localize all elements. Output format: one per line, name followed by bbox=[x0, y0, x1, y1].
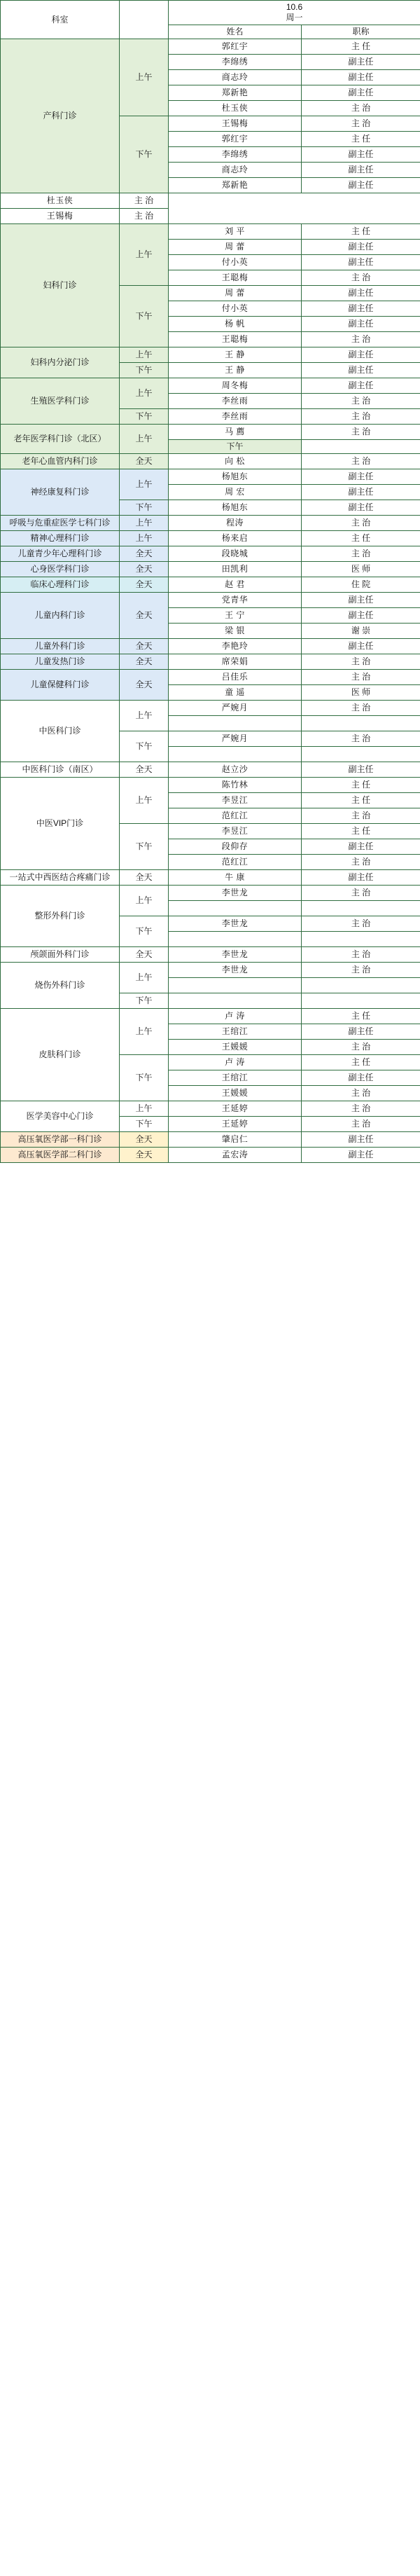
period-cell: 全天 bbox=[120, 947, 169, 963]
doctor-title-cell: 住 院 bbox=[302, 577, 420, 593]
doctor-title-cell: 主 治 bbox=[302, 1040, 420, 1055]
dept-cell: 儿童内科门诊 bbox=[1, 593, 120, 639]
doctor-title-cell: 主 治 bbox=[302, 1101, 420, 1117]
period-cell: 全天 bbox=[120, 870, 169, 886]
doctor-name-cell: 商志玲 bbox=[169, 70, 302, 85]
dept-cell: 高压氧医学部二科门诊 bbox=[1, 1148, 120, 1163]
period-cell: 下午 bbox=[120, 1117, 169, 1132]
doctor-title-cell: 主 任 bbox=[302, 224, 420, 240]
doctor-title-cell: 主 治 bbox=[302, 116, 420, 132]
doctor-name-cell: 肇启仁 bbox=[169, 1132, 302, 1148]
period-cell: 上午 bbox=[120, 378, 169, 409]
doctor-name-cell: 王媛媛 bbox=[169, 1086, 302, 1101]
doctor-name-cell: 李绵绣 bbox=[169, 55, 302, 70]
table-row bbox=[1, 870, 420, 886]
schedule-table bbox=[0, 0, 420, 1163]
dept-cell: 呼吸与危重症医学七科门诊 bbox=[1, 516, 120, 531]
doctor-name-cell: 郭红宇 bbox=[169, 132, 302, 147]
doctor-name-cell: 李丝雨 bbox=[169, 394, 302, 409]
doctor-title-cell: 副主任 bbox=[302, 639, 420, 654]
doctor-name-cell: 周冬梅 bbox=[169, 378, 302, 394]
doctor-name-cell: 周 蕾 bbox=[169, 286, 302, 301]
doctor-name-cell: 童 遥 bbox=[169, 685, 302, 701]
period-cell: 上午 bbox=[120, 347, 169, 363]
doctor-name-cell: 李世龙 bbox=[169, 947, 302, 963]
doctor-title-cell: 主 治 bbox=[302, 808, 420, 824]
period-cell: 上午 bbox=[120, 778, 169, 824]
dept-cell: 老年医学科门诊（北区） bbox=[1, 425, 120, 454]
period-cell: 上午 bbox=[120, 39, 169, 116]
dept-cell: 神经康复科门诊 bbox=[1, 469, 120, 516]
doctor-title-cell: 副主任 bbox=[302, 178, 420, 193]
doctor-name-cell: 王聪梅 bbox=[169, 332, 302, 347]
doctor-title-cell: 主 治 bbox=[302, 516, 420, 531]
doctor-name-cell: 王绾江 bbox=[169, 1070, 302, 1086]
header-name: 姓名 bbox=[169, 25, 302, 39]
period-cell: 全天 bbox=[120, 670, 169, 701]
period-cell: 下午 bbox=[120, 500, 169, 516]
doctor-name-cell: 卢 涛 bbox=[169, 1009, 302, 1024]
doctor-title-cell: 副主任 bbox=[302, 1148, 420, 1163]
doctor-title-cell bbox=[302, 901, 420, 916]
doctor-title-cell: 主 治 bbox=[302, 101, 420, 116]
table-row bbox=[1, 546, 420, 562]
period-cell: 下午 bbox=[120, 1055, 169, 1101]
doctor-name-cell: 赵立沙 bbox=[169, 762, 302, 778]
doctor-title-cell: 主 治 bbox=[302, 963, 420, 978]
dept-cell: 一站式中西医结合疼痛门诊 bbox=[1, 870, 120, 886]
doctor-name-cell: 李昱江 bbox=[169, 824, 302, 839]
period-cell: 全天 bbox=[120, 454, 169, 469]
doctor-title-cell: 主 任 bbox=[302, 132, 420, 147]
doctor-name-cell bbox=[169, 932, 302, 947]
doctor-title-cell bbox=[302, 993, 420, 1009]
doctor-name-cell: 周 宏 bbox=[169, 485, 302, 500]
period-cell: 下午 bbox=[169, 440, 302, 454]
doctor-title-cell: 主 任 bbox=[302, 1055, 420, 1070]
doctor-name-cell: 梁 银 bbox=[169, 624, 302, 639]
doctor-title-cell: 副主任 bbox=[302, 870, 420, 886]
dept-cell: 烧伤外科门诊 bbox=[1, 963, 120, 1009]
doctor-name-cell bbox=[169, 747, 302, 762]
doctor-title-cell: 主 任 bbox=[302, 793, 420, 808]
doctor-title-cell: 副主任 bbox=[302, 255, 420, 270]
doctor-title-cell: 副主任 bbox=[302, 485, 420, 500]
doctor-title-cell: 副主任 bbox=[302, 240, 420, 255]
doctor-title-cell: 副主任 bbox=[302, 762, 420, 778]
doctor-name-cell bbox=[169, 993, 302, 1009]
table-row bbox=[1, 639, 420, 654]
dept-cell: 儿童外科门诊 bbox=[1, 639, 120, 654]
doctor-name-cell: 田凯利 bbox=[169, 562, 302, 577]
table-row bbox=[1, 593, 420, 608]
doctor-name-cell: 陈竹林 bbox=[169, 778, 302, 793]
doctor-title-cell: 医 师 bbox=[302, 685, 420, 701]
dept-cell: 心身医学科门诊 bbox=[1, 562, 120, 577]
doctor-title-cell: 副主任 bbox=[302, 286, 420, 301]
period-cell: 上午 bbox=[120, 425, 169, 454]
doctor-name-cell: 程涛 bbox=[169, 516, 302, 531]
table-row bbox=[1, 562, 420, 577]
doctor-title-cell: 副主任 bbox=[302, 363, 420, 378]
doctor-title-cell bbox=[302, 932, 420, 947]
period-cell: 全天 bbox=[120, 1132, 169, 1148]
doctor-title-cell: 主 治 bbox=[302, 394, 420, 409]
doctor-name-cell: 牛 康 bbox=[169, 870, 302, 886]
period-cell: 下午 bbox=[120, 409, 169, 425]
doctor-title-cell: 主 任 bbox=[302, 531, 420, 546]
doctor-name-cell: 段仰存 bbox=[169, 839, 302, 855]
doctor-title-cell: 主 治 bbox=[302, 1086, 420, 1101]
doctor-title-cell: 副主任 bbox=[302, 839, 420, 855]
doctor-name-cell: 向 松 bbox=[169, 454, 302, 469]
doctor-name-cell: 李丝雨 bbox=[169, 409, 302, 425]
doctor-name-cell: 杨旭东 bbox=[169, 500, 302, 516]
doctor-title-cell: 主 治 bbox=[120, 193, 169, 209]
doctor-title-cell: 副主任 bbox=[302, 163, 420, 178]
period-cell: 上午 bbox=[120, 963, 169, 993]
doctor-name-cell: 王媛媛 bbox=[169, 1040, 302, 1055]
period-cell: 全天 bbox=[120, 593, 169, 639]
doctor-name-cell: 李昱江 bbox=[169, 793, 302, 808]
doctor-title-cell: 副主任 bbox=[302, 608, 420, 624]
dept-cell: 中医科门诊（南区） bbox=[1, 762, 120, 778]
dept-cell: 医学美容中心门诊 bbox=[1, 1101, 120, 1132]
doctor-title-cell: 副主任 bbox=[302, 55, 420, 70]
dept-cell: 妇科内分泌门诊 bbox=[1, 347, 120, 378]
doctor-title-cell: 副主任 bbox=[302, 70, 420, 85]
table-row bbox=[1, 224, 420, 240]
doctor-title-cell: 主 治 bbox=[302, 855, 420, 870]
table-row bbox=[1, 531, 420, 546]
period-cell: 下午 bbox=[120, 286, 169, 347]
dept-cell: 整形外科门诊 bbox=[1, 886, 120, 947]
doctor-name-cell: 段晓城 bbox=[169, 546, 302, 562]
period-cell: 下午 bbox=[120, 731, 169, 762]
table-row bbox=[1, 1132, 420, 1148]
period-cell: 下午 bbox=[120, 363, 169, 378]
period-cell: 全天 bbox=[120, 546, 169, 562]
doctor-name-cell: 王绾江 bbox=[169, 1024, 302, 1040]
period-cell: 全天 bbox=[120, 654, 169, 670]
doctor-title-cell: 主 治 bbox=[302, 425, 420, 440]
doctor-title-cell bbox=[302, 978, 420, 993]
period-cell: 下午 bbox=[120, 824, 169, 870]
doctor-title-cell: 副主任 bbox=[302, 85, 420, 101]
doctor-name-cell: 李艳玲 bbox=[169, 639, 302, 654]
table-row bbox=[1, 670, 420, 685]
doctor-name-cell: 付小英 bbox=[169, 255, 302, 270]
doctor-name-cell: 严婉月 bbox=[169, 701, 302, 716]
table-row bbox=[1, 516, 420, 531]
doctor-name-cell: 郭红宇 bbox=[169, 39, 302, 55]
doctor-title-cell: 主 治 bbox=[302, 1117, 420, 1132]
doctor-name-cell: 李世龙 bbox=[169, 963, 302, 978]
doctor-name-cell: 付小英 bbox=[169, 301, 302, 317]
table-row bbox=[1, 469, 420, 485]
doctor-name-cell: 王 静 bbox=[169, 347, 302, 363]
doctor-title-cell: 副主任 bbox=[302, 347, 420, 363]
table-row bbox=[1, 654, 420, 670]
doctor-title-cell: 副主任 bbox=[302, 378, 420, 394]
doctor-name-cell bbox=[169, 716, 302, 731]
doctor-title-cell: 主 任 bbox=[302, 778, 420, 793]
doctor-title-cell: 主 治 bbox=[302, 454, 420, 469]
table-row bbox=[1, 1009, 420, 1024]
period-cell: 下午 bbox=[120, 993, 169, 1009]
dept-cell: 精神心理科门诊 bbox=[1, 531, 120, 546]
period-cell: 全天 bbox=[120, 762, 169, 778]
doctor-title-cell bbox=[302, 747, 420, 762]
header-title: 职称 bbox=[302, 25, 420, 39]
doctor-name-cell: 孟宏涛 bbox=[169, 1148, 302, 1163]
doctor-name-cell: 王延婷 bbox=[169, 1101, 302, 1117]
doctor-title-cell: 主 治 bbox=[302, 654, 420, 670]
doctor-name-cell: 范红江 bbox=[169, 808, 302, 824]
doctor-name-cell: 王延婷 bbox=[169, 1117, 302, 1132]
doctor-title-cell: 主 治 bbox=[302, 916, 420, 932]
doctor-name-cell: 王聪梅 bbox=[169, 270, 302, 286]
period-cell: 全天 bbox=[120, 1148, 169, 1163]
doctor-title-cell: 医 师 bbox=[302, 562, 420, 577]
table-row bbox=[1, 378, 420, 394]
table-header bbox=[1, 1, 420, 39]
doctor-title-cell: 副主任 bbox=[302, 593, 420, 608]
doctor-title-cell: 主 治 bbox=[302, 886, 420, 901]
doctor-name-cell: 杜玉侠 bbox=[1, 193, 120, 209]
doctor-title-cell: 主 治 bbox=[302, 731, 420, 747]
doctor-name-cell: 周 蕾 bbox=[169, 240, 302, 255]
header-period bbox=[120, 1, 169, 39]
doctor-name-cell: 商志玲 bbox=[169, 163, 302, 178]
dept-cell: 儿童发热门诊 bbox=[1, 654, 120, 670]
doctor-title-cell bbox=[302, 716, 420, 731]
doctor-title-cell: 主 任 bbox=[302, 824, 420, 839]
doctor-title-cell: 主 治 bbox=[302, 409, 420, 425]
doctor-name-cell: 席荣娟 bbox=[169, 654, 302, 670]
period-cell: 上午 bbox=[120, 1009, 169, 1055]
period-cell: 上午 bbox=[120, 469, 169, 500]
table-row bbox=[1, 963, 420, 978]
table-row bbox=[1, 886, 420, 901]
doctor-name-cell: 赵 君 bbox=[169, 577, 302, 593]
period-cell: 上午 bbox=[120, 886, 169, 916]
doctor-name-cell: 党青华 bbox=[169, 593, 302, 608]
dept-cell: 产科门诊 bbox=[1, 39, 120, 193]
doctor-name-cell: 刘 平 bbox=[169, 224, 302, 240]
dept-cell: 临床心理科门诊 bbox=[1, 577, 120, 593]
doctor-title-cell: 主 任 bbox=[302, 39, 420, 55]
doctor-name-cell: 杨旭东 bbox=[169, 469, 302, 485]
table-row bbox=[1, 778, 420, 793]
period-cell: 上午 bbox=[120, 516, 169, 531]
dept-cell: 高压氧医学部一科门诊 bbox=[1, 1132, 120, 1148]
table-row bbox=[1, 762, 420, 778]
dept-cell: 老年心血管内科门诊 bbox=[1, 454, 120, 469]
table-row bbox=[1, 701, 420, 716]
period-cell: 全天 bbox=[120, 639, 169, 654]
period-cell: 全天 bbox=[120, 562, 169, 577]
doctor-title-cell: 主 治 bbox=[302, 546, 420, 562]
table-row bbox=[1, 454, 420, 469]
doctor-title-cell: 副主任 bbox=[302, 469, 420, 485]
doctor-name-cell: 李绵绣 bbox=[169, 147, 302, 163]
table-row bbox=[1, 347, 420, 363]
doctor-title-cell: 主 任 bbox=[302, 1009, 420, 1024]
dept-cell: 儿童青少年心理科门诊 bbox=[1, 546, 120, 562]
doctor-title-cell: 副主任 bbox=[302, 301, 420, 317]
period-cell: 全天 bbox=[120, 577, 169, 593]
doctor-title-cell: 副主任 bbox=[302, 1132, 420, 1148]
doctor-name-cell: 吕佳乐 bbox=[169, 670, 302, 685]
table-row bbox=[1, 39, 420, 55]
header-weekday-text: 周一 bbox=[286, 13, 303, 22]
period-cell: 上午 bbox=[120, 531, 169, 546]
doctor-name-cell: 王 宁 bbox=[169, 608, 302, 624]
dept-cell: 生殖医学科门诊 bbox=[1, 378, 120, 425]
doctor-title-cell: 主 治 bbox=[302, 270, 420, 286]
doctor-name-cell: 王 静 bbox=[169, 363, 302, 378]
period-cell: 下午 bbox=[120, 916, 169, 947]
doctor-title-cell: 谢 崇 bbox=[302, 624, 420, 639]
dept-cell: 妇科门诊 bbox=[1, 224, 120, 347]
dept-cell: 皮肤科门诊 bbox=[1, 1009, 120, 1101]
doctor-title-cell: 副主任 bbox=[302, 147, 420, 163]
period-cell: 上午 bbox=[120, 701, 169, 731]
doctor-title-cell: 主 治 bbox=[302, 701, 420, 716]
doctor-name-cell: 李世龙 bbox=[169, 916, 302, 932]
doctor-name-cell: 严婉月 bbox=[169, 731, 302, 747]
doctor-name-cell: 杨 帆 bbox=[169, 317, 302, 332]
period-cell: 下午 bbox=[120, 116, 169, 193]
period-cell: 上午 bbox=[120, 224, 169, 286]
table-row bbox=[1, 1148, 420, 1163]
doctor-title-cell: 主 治 bbox=[302, 947, 420, 963]
doctor-name-cell: 范红江 bbox=[169, 855, 302, 870]
doctor-name-cell: 郑新艳 bbox=[169, 85, 302, 101]
doctor-name-cell bbox=[169, 901, 302, 916]
doctor-title-cell: 主 治 bbox=[120, 209, 169, 224]
header-date-text: 10.6 bbox=[286, 2, 303, 12]
doctor-title-cell: 副主任 bbox=[302, 500, 420, 516]
table-row bbox=[1, 193, 420, 209]
header-row-date bbox=[1, 1, 420, 25]
doctor-title-cell: 副主任 bbox=[302, 1070, 420, 1086]
dept-cell: 中医VIP门诊 bbox=[1, 778, 120, 870]
table-body bbox=[1, 39, 420, 1163]
header-date bbox=[169, 1, 420, 25]
doctor-name-cell: 王锡梅 bbox=[1, 209, 120, 224]
doctor-name-cell: 马 薦 bbox=[169, 425, 302, 440]
doctor-title-cell: 副主任 bbox=[302, 1024, 420, 1040]
doctor-title-cell: 主 治 bbox=[302, 332, 420, 347]
doctor-name-cell: 李世龙 bbox=[169, 886, 302, 901]
dept-cell: 中医科门诊 bbox=[1, 701, 120, 762]
doctor-name-cell: 杨来启 bbox=[169, 531, 302, 546]
doctor-name-cell: 王锡梅 bbox=[169, 116, 302, 132]
doctor-name-cell bbox=[169, 978, 302, 993]
doctor-name-cell: 卢 涛 bbox=[169, 1055, 302, 1070]
doctor-name-cell: 杜玉侠 bbox=[169, 101, 302, 116]
doctor-title-cell: 主 治 bbox=[302, 670, 420, 685]
table-row bbox=[1, 209, 420, 224]
header-dept: 科室 bbox=[1, 1, 120, 39]
doctor-title-cell: 副主任 bbox=[302, 317, 420, 332]
period-cell: 上午 bbox=[120, 1101, 169, 1117]
table-row bbox=[1, 947, 420, 963]
dept-cell: 颅颌面外科门诊 bbox=[1, 947, 120, 963]
table-row bbox=[1, 425, 420, 440]
table-row bbox=[1, 1101, 420, 1117]
doctor-name-cell: 郑新艳 bbox=[169, 178, 302, 193]
dept-cell: 儿童保健科门诊 bbox=[1, 670, 120, 701]
table-row bbox=[1, 577, 420, 593]
